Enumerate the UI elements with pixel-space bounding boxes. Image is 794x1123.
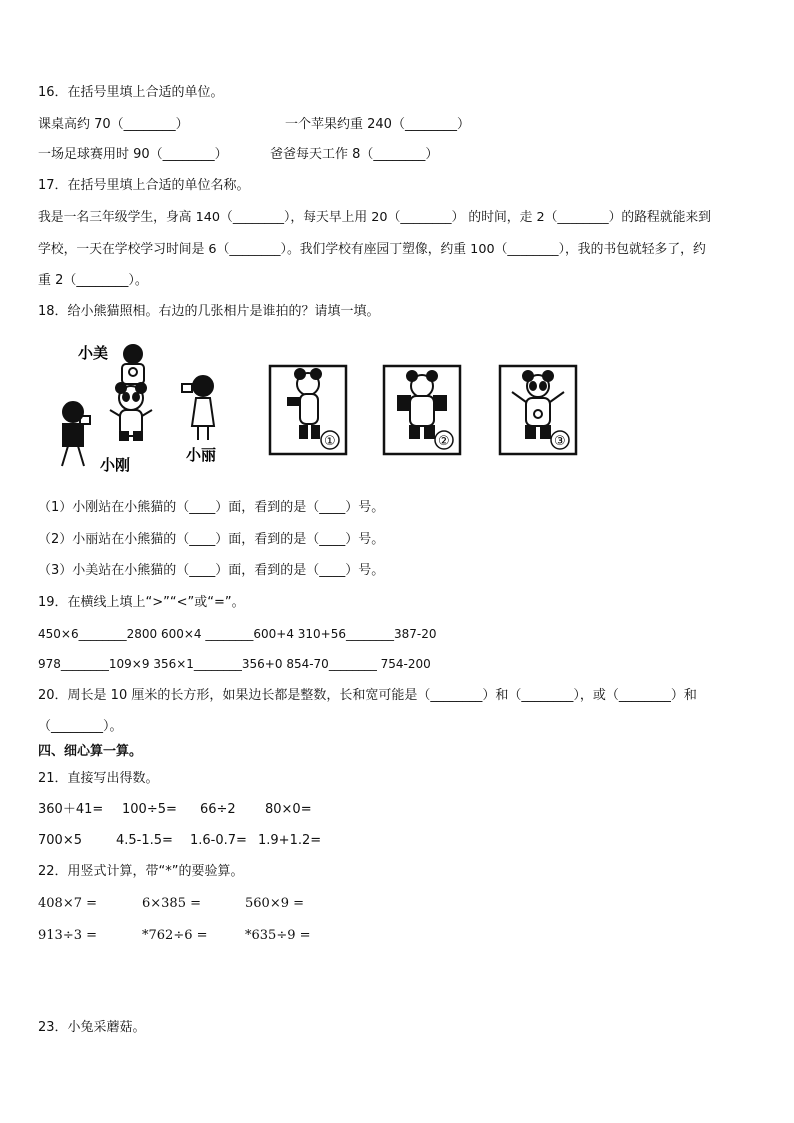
q21-r2-c3: 1.6-0.7= — [190, 833, 247, 848]
photo-2-number: ② — [438, 434, 450, 449]
photo-2-panda — [398, 371, 446, 438]
q16-item-dad-work: 爸爸每天工作 8（________） — [270, 147, 439, 162]
q17-line-2: 学校，一天在学校学习时间是 6（________）。我们学校有座园丁塑像，约重 100（________），我的书包就轻多了，约 — [38, 242, 706, 257]
label-xiaoli: 小丽 — [186, 446, 217, 464]
q20-line-1: 20．周长是 10 厘米的长方形，如果边长都是整数，长和宽可能是（________）和（________），或（________）和 — [38, 688, 697, 703]
q18-sub-2: （2）小丽站在小熊猫的（____）面，看到的是（____）号。 — [38, 532, 385, 547]
q16-item-apple: 一个苹果约重 240（________） — [285, 117, 470, 132]
photo-1-panda — [288, 369, 321, 438]
child-xiaogang-drawing — [62, 402, 90, 466]
q21-r1-c1: 360＋41= — [38, 802, 104, 817]
q21-r2-c4: 1.9+1.2= — [258, 833, 322, 848]
label-xiaomei: 小美 — [78, 344, 109, 362]
q22-r1-c1: 408×7 = — [38, 896, 98, 911]
panda-photo-figure — [38, 336, 598, 478]
q19-row-1: 450×6________2800 600×4 ________600+4 310+56________387-20 — [38, 627, 437, 641]
q22-r2-c3: *635÷9 = — [245, 928, 311, 943]
q20-line-2: （________）。 — [38, 719, 123, 734]
q23-title: 23．小兔采蘑菇。 — [38, 1020, 146, 1035]
q22-title: 22．用竖式计算，带“*”的要验算。 — [38, 864, 244, 879]
q22-r1-c3: 560×9 = — [245, 896, 305, 911]
photo-1-number: ① — [324, 434, 336, 449]
child-xiaoli-drawing — [182, 376, 214, 440]
section-4-heading: 四、细心算一算。 — [38, 744, 143, 759]
q21-title: 21．直接写出得数。 — [38, 771, 159, 786]
q21-r1-c4: 80×0= — [265, 802, 312, 817]
q22-r2-c1: 913÷3 = — [38, 928, 98, 943]
panda-center-drawing — [110, 383, 152, 440]
q21-r1-c3: 66÷2 — [200, 802, 236, 817]
label-xiaogang: 小刚 — [100, 456, 131, 474]
q21-r2-c1: 700×5 — [38, 833, 82, 848]
q17-line-3: 重 2（________）。 — [38, 273, 148, 288]
q16-item-desk: 课桌高约 70（________） — [38, 117, 189, 132]
q22-r1-c2: 6×385 = — [142, 896, 202, 911]
q21-r1-c2: 100÷5= — [122, 802, 177, 817]
q19-row-2: 978________109×9 356×1________356+0 854-70________ 754-200 — [38, 657, 431, 671]
q21-r2-c2: 4.5-1.5= — [116, 833, 173, 848]
q19-title: 19．在横线上填上“>”“<”或“=”。 — [38, 595, 245, 610]
photo-3-panda — [512, 371, 564, 438]
q16-item-football: 一场足球赛用时 90（________） — [38, 147, 228, 162]
q16-title: 16．在括号里填上合适的单位。 — [38, 85, 224, 100]
q18-title: 18．给小熊猫照相。右边的几张相片是谁拍的？请填一填。 — [38, 304, 380, 319]
q22-r2-c2: *762÷6 = — [142, 928, 208, 943]
q18-sub-3: （3）小美站在小熊猫的（____）面，看到的是（____）号。 — [38, 563, 385, 578]
child-xiaomei-drawing — [122, 345, 144, 384]
q17-line-1: 我是一名三年级学生，身高 140（________），每天早上用 20（________） 的时间，走 2（________）的路程就能来到 — [38, 210, 711, 225]
q18-sub-1: （1）小刚站在小熊猫的（____）面，看到的是（____）号。 — [38, 500, 385, 515]
photo-3-number: ③ — [554, 434, 566, 449]
q17-title: 17．在括号里填上合适的单位名称。 — [38, 178, 250, 193]
